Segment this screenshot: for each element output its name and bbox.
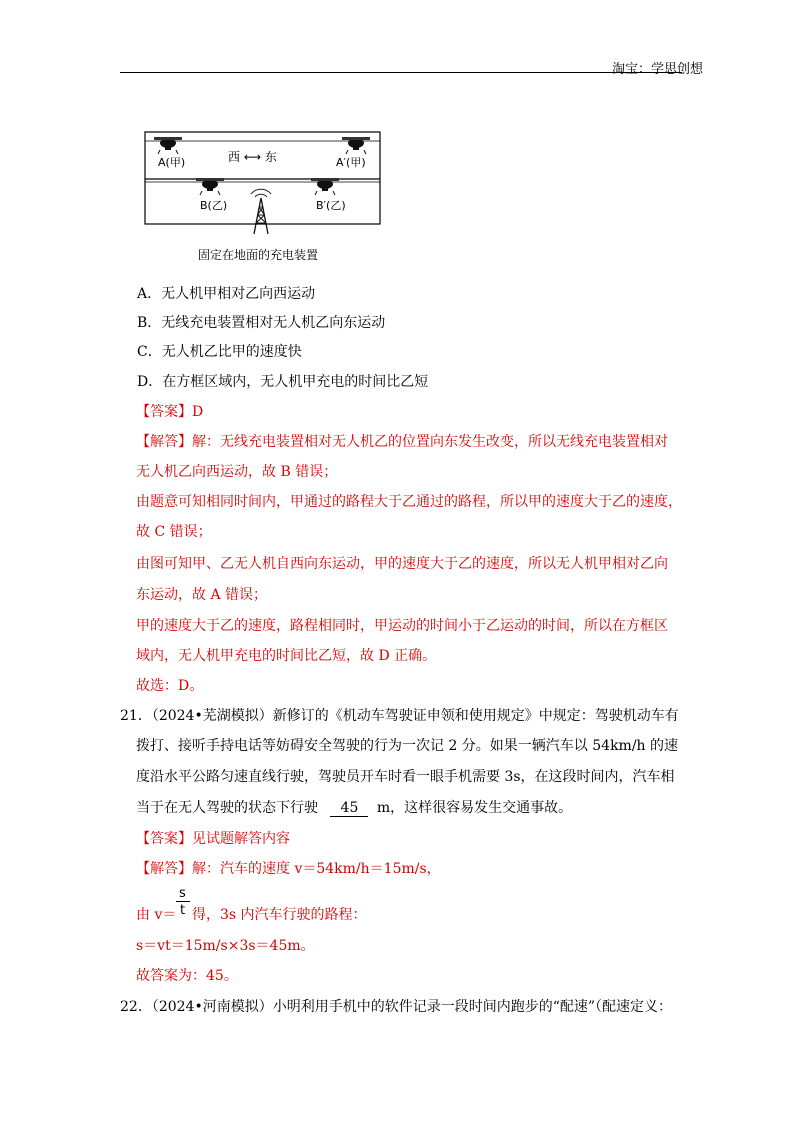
charging-tower-icon [251, 189, 271, 234]
q21-stem-line: 度沿水平公路匀速直线行驶，驾驶员开车时看一眼手机需要 3s，在这段时间内，汽车相 [136, 769, 675, 785]
fraction-numerator: s [179, 886, 186, 901]
q21-stem-line-4 [136, 799, 572, 817]
option-c: C．无人机乙比甲的速度快 [137, 344, 302, 360]
q21-line4-prefix: 当于在无人驾驶的状态下行驶 [136, 800, 318, 816]
q20-analysis-line: 由题意可知相同时间内，甲通过的路程大于乙通过的路程，所以甲的速度大于乙的速度， [136, 494, 682, 510]
q20-answer: 【答案】D [136, 404, 204, 420]
formula-prefix: 由 v＝ [136, 907, 177, 923]
answer-blank: 45 [330, 801, 368, 817]
q20-final-choice: 故选：D。 [136, 678, 204, 694]
label-b-prime: B′(乙) [316, 199, 346, 212]
q21-stem-line: 21．（2024•芜湖模拟）新修订的《机动车驾驶证申领和使用规定》中规定：驾驶机动车有 [120, 708, 679, 724]
drone-b-prime-icon [311, 178, 339, 195]
q21-final: 故答案为：45。 [136, 968, 238, 984]
option-a: A．无人机甲相对乙向西运动 [137, 286, 316, 302]
option-b: B．无线充电装置相对无人机乙向东运动 [137, 315, 386, 331]
tower-caption: 固定在地面的充电装置 [198, 248, 319, 262]
page-header-source: 淘宝：学思创想 [612, 62, 704, 77]
label-a: A(甲) [158, 156, 186, 169]
label-b: B(乙) [200, 199, 228, 212]
drone-b-icon [196, 178, 224, 195]
formula-suffix: 得，3s 内汽车行驶的路程： [192, 907, 367, 923]
q20-analysis-line: 由图可知甲、乙无人机自西向东运动，甲的速度大于乙的速度，所以无人机甲相对乙向 [136, 556, 668, 572]
fraction-bar [176, 901, 190, 902]
q20-analysis-line: 无人机乙向西运动，故 B 错误； [136, 464, 338, 480]
header-rule [120, 72, 682, 73]
q21-calc: s＝vt＝15m/s×3s＝45m。 [136, 938, 315, 954]
q22-stem-line: 22．（2024•河南模拟）小明利用手机中的软件记录一段时间内跑步的“配速”（配速定义： [120, 999, 673, 1015]
q20-analysis-line: 故 C 错误； [136, 524, 212, 540]
drone-a-prime-icon [342, 137, 370, 154]
q20-analysis-line: 东运动，故 A 错误； [136, 587, 268, 603]
q20-analysis-line: 【解答】解：无线充电装置相对无人机乙的位置向东发生改变，所以无线充电装置相对 [136, 434, 668, 450]
q21-stem-line: 拨打、接听手持电话等妨碍安全驾驶的行为一次记 2 分。如果一辆汽车以 54km/h 的速 [136, 738, 679, 754]
q20-analysis-line: 甲的速度大于乙的速度，路程相同时，甲运动的时间小于乙运动的时间，所以在方框区 [136, 618, 668, 634]
q21-analysis-line: 【解答】解：汽车的速度 v＝54km/h＝15m/s， [136, 861, 441, 877]
option-d: D．在方框区域内，无人机甲充电的时间比乙短 [137, 374, 429, 390]
q21-line4-suffix: m，这样很容易发生交通事故。 [376, 800, 573, 816]
q21-answer: 【答案】见试题解答内容 [136, 831, 290, 847]
drone-a-icon [154, 137, 182, 154]
label-a-prime: A′(甲) [336, 156, 366, 169]
q20-analysis-line: 域内，无人机甲充电的时间比乙短，故 D 正确。 [136, 648, 437, 664]
direction-label: 西 ⟷ 东 [228, 150, 277, 164]
drone-charging-figure [140, 128, 390, 264]
fraction-denominator: t [180, 903, 186, 918]
